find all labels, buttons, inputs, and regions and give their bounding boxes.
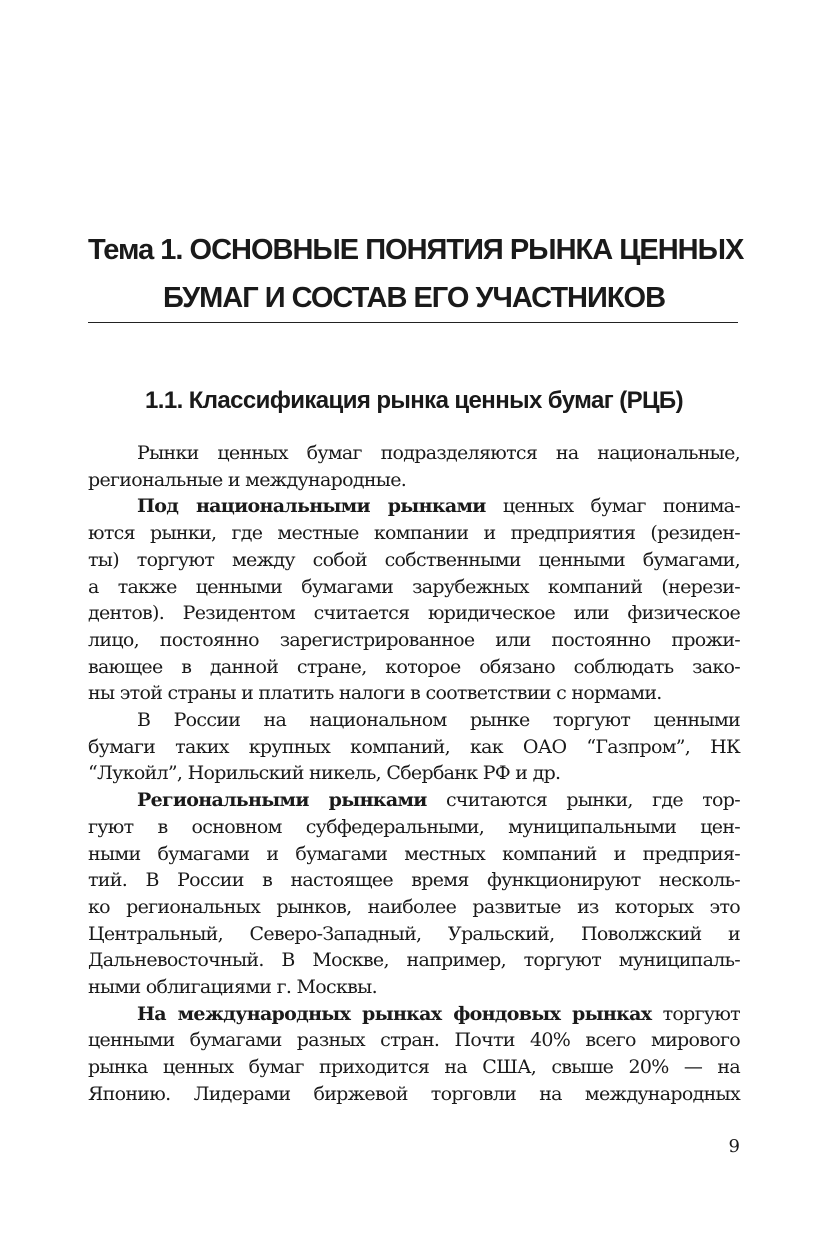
section-title: 1.1. Классификация рынка ценных бумаг (РЦБ) [145,387,683,414]
text-line [88,493,740,520]
text-line: дентов). Резидентом считается юридическое или физическое [88,602,740,625]
title-divider [88,322,738,323]
text-line [88,787,740,814]
text-line: ценными бумагами разных стран. Почти 40% всего мирового [88,1029,740,1052]
text-line: Рынки ценных бумаг подразделяются на национальные, [137,442,740,464]
text-line: В России на национальном рынке торгуют ценными [137,709,740,732]
text-line: вающее в данной стране, которое обязано соблюдать зако- [88,655,740,678]
text-line [88,1001,740,1028]
paragraph-4 [88,787,740,1001]
body-text [88,440,740,1108]
chapter-title-line-1: Тема 1. ОСНОВНЫЕ ПОНЯТИЯ РЫНКА ЦЕННЫХ [88,234,744,266]
text-line: ко региональных рынков, наиболее развитые из которых это [88,895,740,918]
term-regional-markets: Региональными рынками [137,789,427,812]
text-line: ны этой страны и платить налоги в соответствии с нормами. [88,682,662,705]
text-line: ными бумагами и бумагами местных компаний и предприя- [88,842,740,865]
text-line: а также ценными бумагами зарубежных компаний (нерези- [88,575,740,598]
text-line: Дальневосточный. В Москве, например, торгуют муниципаль- [88,949,740,972]
term-international-markets: На международных рынках фондовых рынках [137,1002,652,1025]
text-line: “Лукойл”, Норильский никель, Сбербанк РФ и др. [88,762,561,785]
text-line: региональные и международные. [88,468,407,491]
text-line: ются рынки, где местные компании и предприятия (резиден- [88,522,740,545]
text-fragment: торгуют [651,1002,740,1025]
text-line: ными облигациями г. Москвы. [88,976,377,999]
paragraph-1 [88,440,740,493]
chapter-title [88,226,744,322]
text-fragment: считаются рынки, где тор- [426,789,740,812]
text-line: бумаги таких крупных компаний, как ОАО “Газпром”, НК [88,735,740,758]
text-line: Центральный, Северо-Западный, Уральский, Поволжский и [88,922,740,945]
page-number: 9 [728,1136,740,1157]
paragraph-3 [88,707,740,787]
text-line: лицо, постоянно зарегистрированное или постоянно прожи- [88,628,740,651]
text-line: тий. В России в настоящее время функционируют несколь- [88,869,740,892]
chapter-title-line-2: БУМАГ И СОСТАВ ЕГО УЧАСТНИКОВ [162,282,666,314]
text-line: Японию. Лидерами биржевой торговли на международных [88,1082,740,1105]
text-line: рынка ценных бумаг приходится на США, свыше 20% — на [88,1056,740,1079]
text-line: ты) торгуют между собой собственными ценными бумагами, [88,548,740,571]
paragraph-2 [88,493,740,707]
text-line: гуют в основном субфедеральными, муниципальными цен- [88,815,740,838]
text-fragment: ценных бумаг понима- [485,495,740,518]
term-national-markets: Под национальными рынками [137,495,486,518]
paragraph-5 [88,1001,740,1108]
